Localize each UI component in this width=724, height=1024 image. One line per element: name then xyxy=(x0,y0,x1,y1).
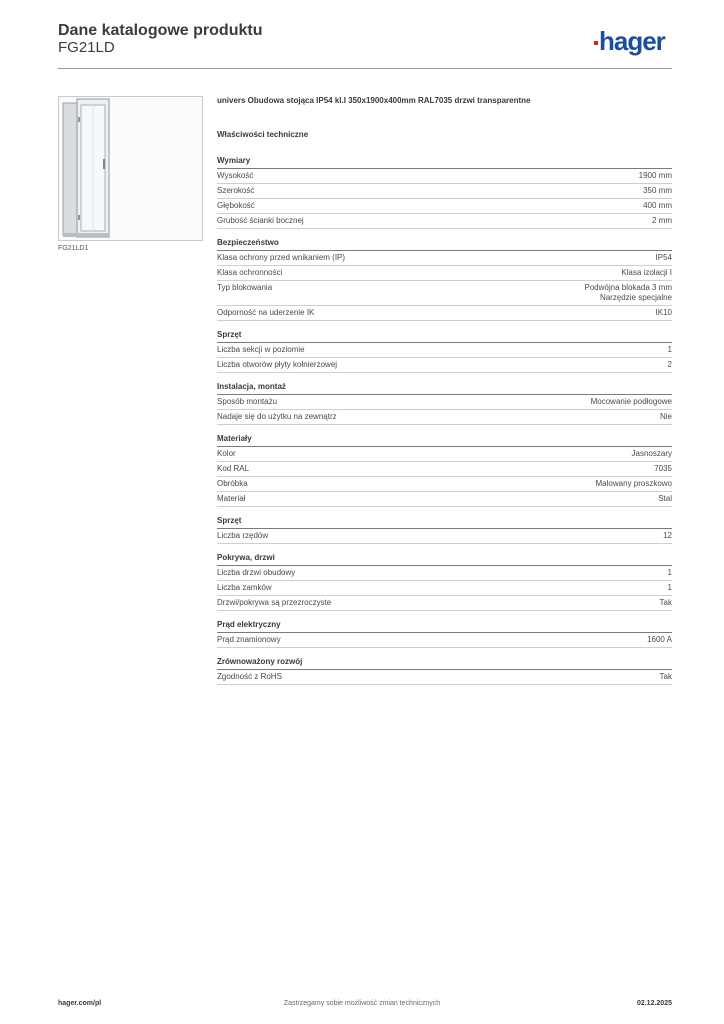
property-value: Podwójna blokada 3 mm Narzędzie specjalne xyxy=(584,283,672,302)
property-row xyxy=(217,306,672,321)
property-row xyxy=(217,199,672,214)
property-label: Liczba zamków xyxy=(217,583,272,592)
property-label: Wysokość xyxy=(217,171,254,180)
properties-title: Właściwości techniczne xyxy=(217,130,309,139)
property-label: Kolor xyxy=(217,449,236,458)
property-row xyxy=(217,477,672,492)
property-row xyxy=(217,281,672,306)
hager-logo xyxy=(594,26,665,56)
property-value: 1600 A xyxy=(647,635,672,644)
property-groups xyxy=(217,156,672,685)
property-value: 1900 mm xyxy=(638,171,672,180)
property-row xyxy=(217,184,672,199)
property-row xyxy=(217,343,672,358)
property-label: Głębokość xyxy=(217,201,255,210)
footer-notice: Zastrzegamy sobie możliwość zmian technicznych xyxy=(283,1000,441,1007)
property-row xyxy=(217,410,672,425)
group-title: Prąd elektryczny xyxy=(217,620,672,633)
property-group xyxy=(217,330,672,373)
property-row xyxy=(217,447,672,462)
property-row xyxy=(217,266,672,281)
property-value: 1 xyxy=(667,345,672,354)
group-title: Sprzęt xyxy=(217,516,672,529)
logo-text: hager xyxy=(599,26,665,56)
property-value: Mocowanie podłogowe xyxy=(590,397,672,406)
property-value: Tak xyxy=(659,672,672,681)
property-row xyxy=(217,462,672,477)
property-value: IP54 xyxy=(655,253,672,262)
property-row xyxy=(217,214,672,229)
property-value: Nie xyxy=(659,412,672,421)
property-value: 2 mm xyxy=(652,216,672,225)
property-label: Typ blokowania xyxy=(217,283,273,292)
header-divider xyxy=(58,68,672,69)
property-row xyxy=(217,358,672,373)
property-label: Liczba drzwi obudowy xyxy=(217,568,296,577)
property-label: Prąd znamionowy xyxy=(217,635,281,644)
group-title: Sprzęt xyxy=(217,330,672,343)
image-caption: FG21LD1 xyxy=(58,245,89,252)
group-title: Bezpieczeństwo xyxy=(217,238,672,251)
group-title: Pokrywa, drzwi xyxy=(217,553,672,566)
property-value: Klasa izolacji I xyxy=(621,268,672,277)
property-group xyxy=(217,516,672,544)
property-group xyxy=(217,657,672,685)
property-label: Klasa ochronności xyxy=(217,268,283,277)
logo-dot-icon xyxy=(594,41,598,45)
property-group xyxy=(217,434,672,507)
property-label: Liczba rzędów xyxy=(217,531,269,540)
property-label: Liczba sekcji w poziomie xyxy=(217,345,305,354)
property-value: Jasnoszary xyxy=(631,449,672,458)
property-value: Stal xyxy=(658,494,672,503)
product-image xyxy=(58,96,203,241)
property-value: 400 mm xyxy=(643,201,672,210)
property-value: 1 xyxy=(667,568,672,577)
group-title: Materiały xyxy=(217,434,672,447)
property-label: Obróbka xyxy=(217,479,248,488)
property-value: IK10 xyxy=(655,308,672,317)
footer-date: 02.12.2025 xyxy=(636,1000,672,1007)
property-value: 12 xyxy=(663,531,672,540)
property-row xyxy=(217,581,672,596)
property-label: Sposób montażu xyxy=(217,397,278,406)
property-label: Odporność na uderzenie IK xyxy=(217,308,315,317)
property-label: Liczba otworów płyty kołnierzowej xyxy=(217,360,338,369)
property-group xyxy=(217,620,672,648)
page-title: Dane katalogowe produktu xyxy=(58,22,263,39)
property-group xyxy=(217,382,672,425)
property-row xyxy=(217,566,672,581)
property-label: Zgodność z RoHS xyxy=(217,672,282,681)
property-row xyxy=(217,633,672,648)
property-row xyxy=(217,169,672,184)
property-group xyxy=(217,156,672,229)
property-label: Klasa ochrony przed wnikaniem (IP) xyxy=(217,253,346,262)
property-label: Grubość ścianki bocznej xyxy=(217,216,304,225)
property-row xyxy=(217,492,672,507)
product-code: FG21LD xyxy=(58,39,115,56)
property-value: 2 xyxy=(667,360,672,369)
property-value: Malowany proszkowo xyxy=(595,479,672,488)
property-row xyxy=(217,670,672,685)
group-title: Wymiary xyxy=(217,156,672,169)
property-value: 1 xyxy=(667,583,672,592)
group-title: Zrównoważony rozwój xyxy=(217,657,672,670)
cabinet-illustration-icon xyxy=(59,97,202,240)
property-group xyxy=(217,238,672,321)
property-value: 7035 xyxy=(654,464,672,473)
property-label: Szerokość xyxy=(217,186,255,195)
property-label: Kod RAL xyxy=(217,464,250,473)
property-row xyxy=(217,529,672,544)
property-label: Materiał xyxy=(217,494,246,503)
property-label: Drzwi/pokrywa są przezroczyste xyxy=(217,598,332,607)
property-label: Nadaje się do użytku na zewnątrz xyxy=(217,412,337,421)
property-row xyxy=(217,596,672,611)
property-row xyxy=(217,251,672,266)
product-details xyxy=(217,96,672,694)
property-value: 350 mm xyxy=(643,186,672,195)
product-description: univers Obudowa stojąca IP54 kl.I 350x1900x400mm RAL7035 drzwi transparentne xyxy=(217,96,531,105)
property-group xyxy=(217,553,672,611)
property-row xyxy=(217,395,672,410)
footer-website[interactable]: hager.com/pl xyxy=(58,1000,102,1007)
group-title: Instalacja, montaż xyxy=(217,382,672,395)
property-value: Tak xyxy=(659,598,672,607)
